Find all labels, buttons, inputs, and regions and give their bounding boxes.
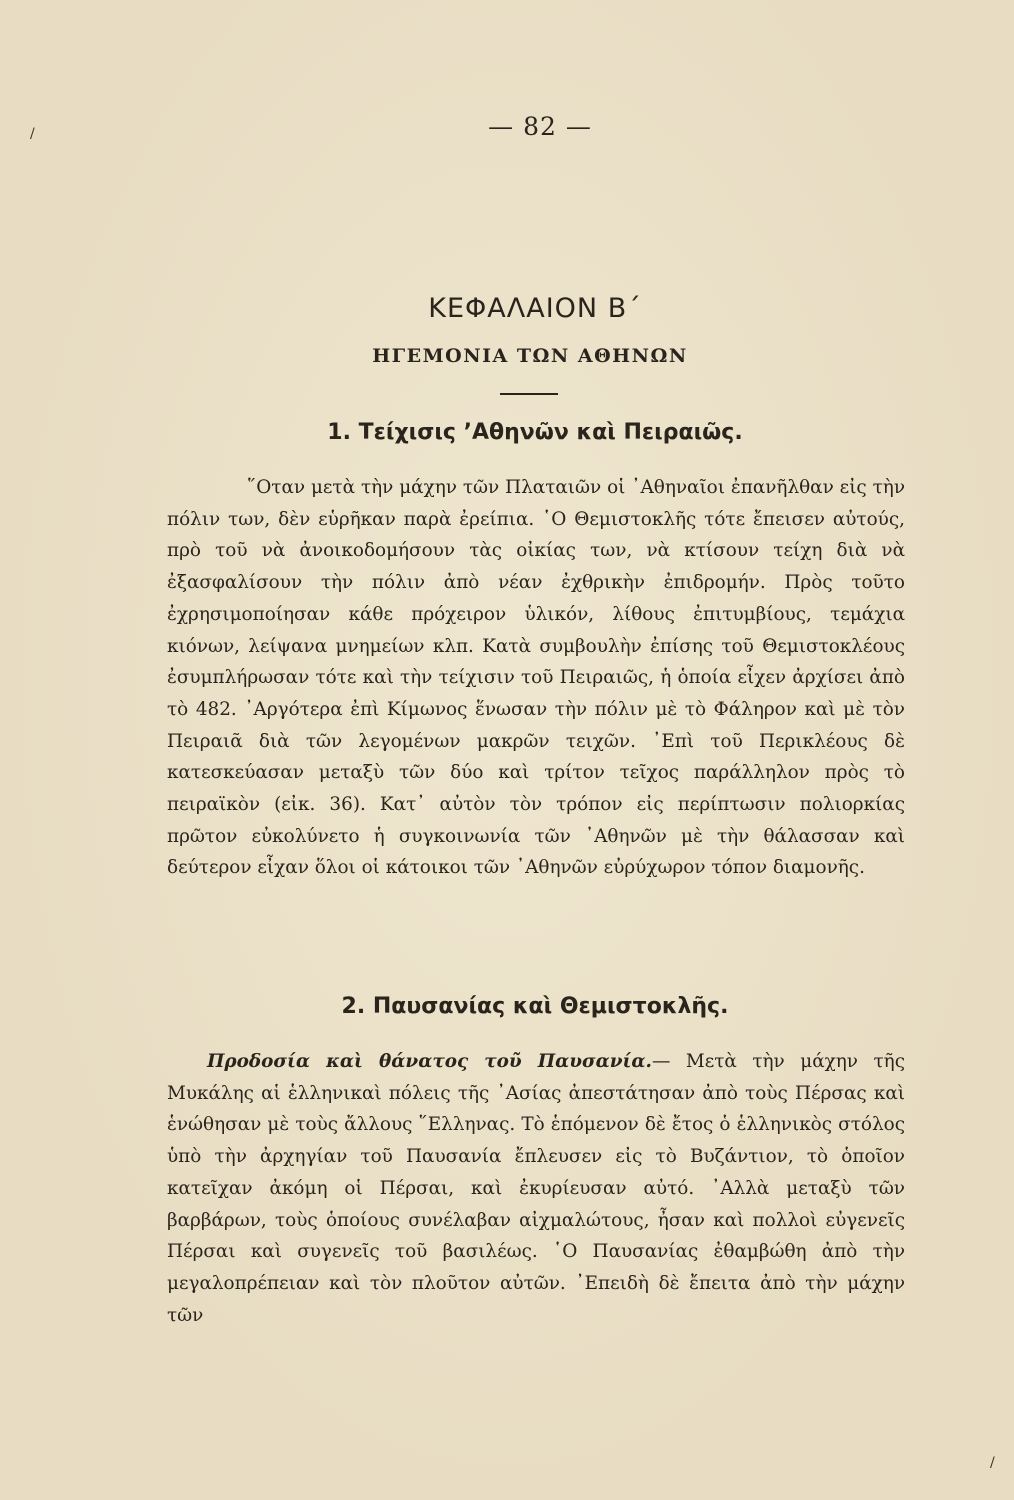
section-heading-2: 2. Παυσανίας καὶ Θεμιστοκλῆς.: [341, 994, 729, 1019]
section-2-lead: Προδοσία καὶ θάνατος τοῦ Παυσανία.: [207, 1051, 652, 1072]
section-heading-1: 1. Τείχισις ’Αθηνῶν καὶ Πειραιῶς.: [327, 420, 743, 445]
section-2-paragraph: [167, 1046, 905, 1331]
margin-mark: /: [990, 1455, 995, 1471]
section-2-body: — Μετὰ τὴν μάχην τῆς Μυκάλης αἱ ἑλληνικαὶ πόλεις τῆς ᾿Ασίας ἀπεστάτησαν ἀπὸ τοὺς Πέρσας καὶ ἑνώθησαν μὲ τοὺς ἄλλους ῞Ελληνας. Τὸ ἑπόμενον δὲ ἔτος ὁ ἑλληνικὸς στόλος ὑπὸ τὴν ἀρχηγίαν τοῦ Παυσανία ἔπλευσεν εἰς τὸ Βυζάντιον, τὸ ὁποῖον κατεῖχαν ἀκόμη οἱ Πέρσαι, καὶ ἐκυρίευσαν αὐτό. ᾿Αλλὰ μεταξὺ τῶν βαρβάρων, τοὺς ὁποίους συνέλαβαν αἰχμαλώτους, ἦσαν καὶ πολλοὶ εὐγενεῖς Πέρσαι καὶ συγενεῖς τοῦ βασιλέως. ῾Ο Παυσανίας ἐθαμβώθη ἀπὸ τὴν μεγαλοπρέπειαν καὶ τὸν πλοῦτον αὐτῶν. ᾿Επειδὴ δὲ ἔπειτα ἀπὸ τὴν μάχην τῶν: [167, 1051, 905, 1326]
margin-mark: /: [30, 126, 35, 142]
page-number: — 82 —: [488, 112, 592, 141]
section-1-paragraph: ῞Οταν μετὰ τὴν μάχην τῶν Πλαταιῶν οἱ ᾿Αθηναῖοι ἐπανῆλθαν εἰς τὴν πόλιν των, δὲν εὑρῆκαν παρὰ ἐρείπια. ῾Ο Θεμιστοκλῆς τότε ἔπεισεν αὐτούς, πρὸ τοῦ νὰ ἀνοικοδομήσουν τὰς οἰκίας των, νὰ κτίσουν τείχη διὰ νὰ ἐξασφαλίσουν τὴν πόλιν ἀπὸ νέαν ἐχθρικὴν ἐπιδρομήν. Πρὸς τοῦτο ἐχρησιμοποίησαν κάθε πρόχειρον ὑλικόν, λίθους ἐπιτυμβίους, τεμάχια κιόνων, λείψανα μνημείων κλπ. Κατὰ συμβουλὴν ἐπίσης τοῦ Θεμιστοκλέους ἐσυμπλήρωσαν τότε καὶ τὴν τείχισιν τοῦ Πειραιῶς, ἡ ὁποία εἶχεν ἀρχίσει ἀπὸ τὸ 482. ᾿Αργότερα ἐπὶ Κίμωνος ἕνωσαν τὴν πόλιν μὲ τὸ Φάληρον καὶ μὲ τὸν Πειραιᾶ διὰ τῶν λεγομένων μακρῶν τειχῶν. ᾿Επὶ τοῦ Περικλέους δὲ κατεσκεύασαν μεταξὺ τῶν δύο καὶ τρίτον τεῖχος παράλληλον πρὸς τὸ πειραϊκὸν (εἰκ. 36). Κατ᾿ αὐτὸν τὸν τρόπον εἰς περίπτωσιν πολιορκίας πρῶτον εὐκολύνετο ἡ συγκοινωνία τῶν ᾿Αθηνῶν μὲ τὴν θάλασσαν καὶ δεύτερον εἶχαν ὅλοι οἱ κάτοικοι τῶν ᾿Αθηνῶν εὐρύχωρον τόπον διαμονῆς.: [167, 477, 905, 879]
divider-rule: [500, 393, 558, 395]
chapter-subtitle: ΗΓΕΜΟΝΙΑ ΤΩΝ ΑΘΗΝΩΝ: [372, 345, 688, 367]
chapter-title: ΚΕΦΑΛΑΙΟΝ Β΄: [428, 293, 642, 324]
